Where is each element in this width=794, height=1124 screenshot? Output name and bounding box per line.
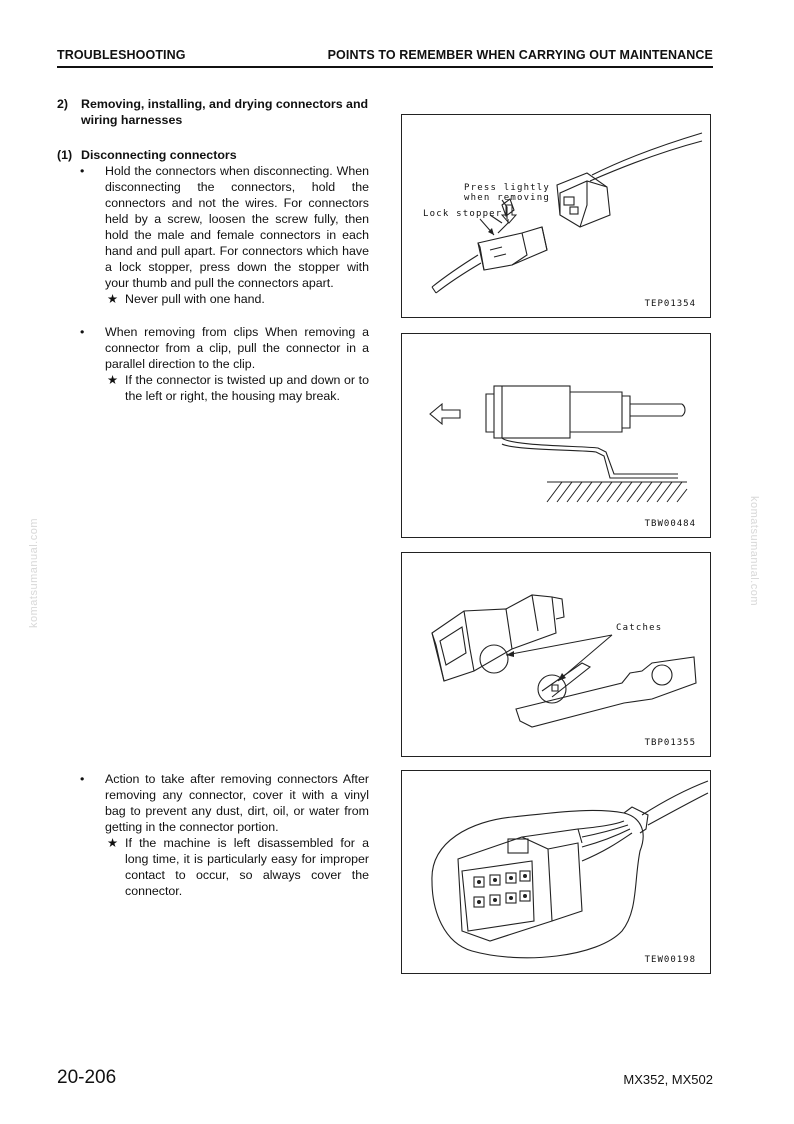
caution-note	[105, 835, 369, 899]
figure-clip-catches	[401, 552, 711, 757]
section-heading	[57, 96, 369, 128]
figure-clip-removal	[401, 333, 711, 538]
subsection-number: (1)	[57, 148, 73, 162]
subsection-heading	[57, 147, 369, 163]
bullet-marker: •	[80, 772, 85, 786]
text-column	[57, 96, 369, 404]
section-number: 2)	[57, 97, 69, 111]
caution-text: Never pull with one hand.	[125, 292, 265, 306]
watermark-left: komatsumanual.com	[28, 518, 40, 628]
page-number: 20-206	[57, 1067, 117, 1088]
star-icon: ★	[107, 373, 119, 387]
caution-note	[105, 372, 369, 404]
bullet-marker: •	[80, 325, 85, 339]
header-section: POINTS TO REMEMBER WHEN CARRYING OUT MAINTENANCE	[327, 48, 713, 62]
bullet-text: Action to take after removing connectors After removing any connector, cover it with a vinyl bag to prevent any dust, dirt, oil, or water from getting in the connector portion.	[105, 772, 369, 834]
figure-code: TEP01354	[644, 299, 696, 309]
bullet-text: When removing from clips When removing a connector from a clip, pull the connector in a parallel direction to the clip.	[105, 325, 369, 371]
vinyl-bag-illustration	[402, 771, 712, 975]
lock-stopper-label: Lock stopper	[423, 209, 503, 219]
caution-text: If the machine is left disassembled for a long time, it is particularly easy for improper contact to occur, so always cover the connector.	[125, 836, 369, 898]
text-column-lower	[57, 771, 369, 899]
caution-text: If the connector is twisted up and down or to the left or right, the housing may break.	[125, 373, 369, 403]
figure-code: TEW00198	[644, 955, 696, 965]
figure-code: TBP01355	[644, 738, 696, 748]
figure-connector-disconnect	[401, 114, 711, 318]
subsection-title: Disconnecting connectors	[81, 148, 237, 162]
model-name: MX352, MX502	[623, 1072, 713, 1087]
bullet-item	[57, 771, 369, 899]
star-icon: ★	[107, 292, 119, 306]
figure-vinyl-bag	[401, 770, 711, 974]
bullet-text: Hold the connectors when disconnecting. When disconnecting the connectors, hold the connectors and not the wires. For connectors held by a screw, loosen the screw fully, then hold the male and female connectors in each hand and pull apart. For connectors which have a lock stopper, press down the stopper with your thumb and pull the connectors apart.	[105, 164, 369, 290]
bullet-item	[57, 163, 369, 307]
star-icon: ★	[107, 836, 119, 850]
figure-code: TBW00484	[644, 519, 696, 529]
bullet-marker: •	[80, 164, 85, 178]
press-lightly-label: Press lightly when removing	[464, 183, 551, 203]
page-header	[57, 46, 713, 68]
caution-note	[105, 291, 369, 307]
clip-removal-illustration	[402, 334, 712, 539]
watermark-right: komatsumanual.com	[748, 496, 760, 606]
catches-label: Catches	[616, 623, 663, 633]
header-chapter: TROUBLESHOOTING	[57, 48, 186, 62]
section-title: Removing, installing, and drying connectors and wiring harnesses	[81, 97, 369, 127]
bullet-item	[57, 324, 369, 404]
clip-catches-illustration	[402, 553, 712, 758]
